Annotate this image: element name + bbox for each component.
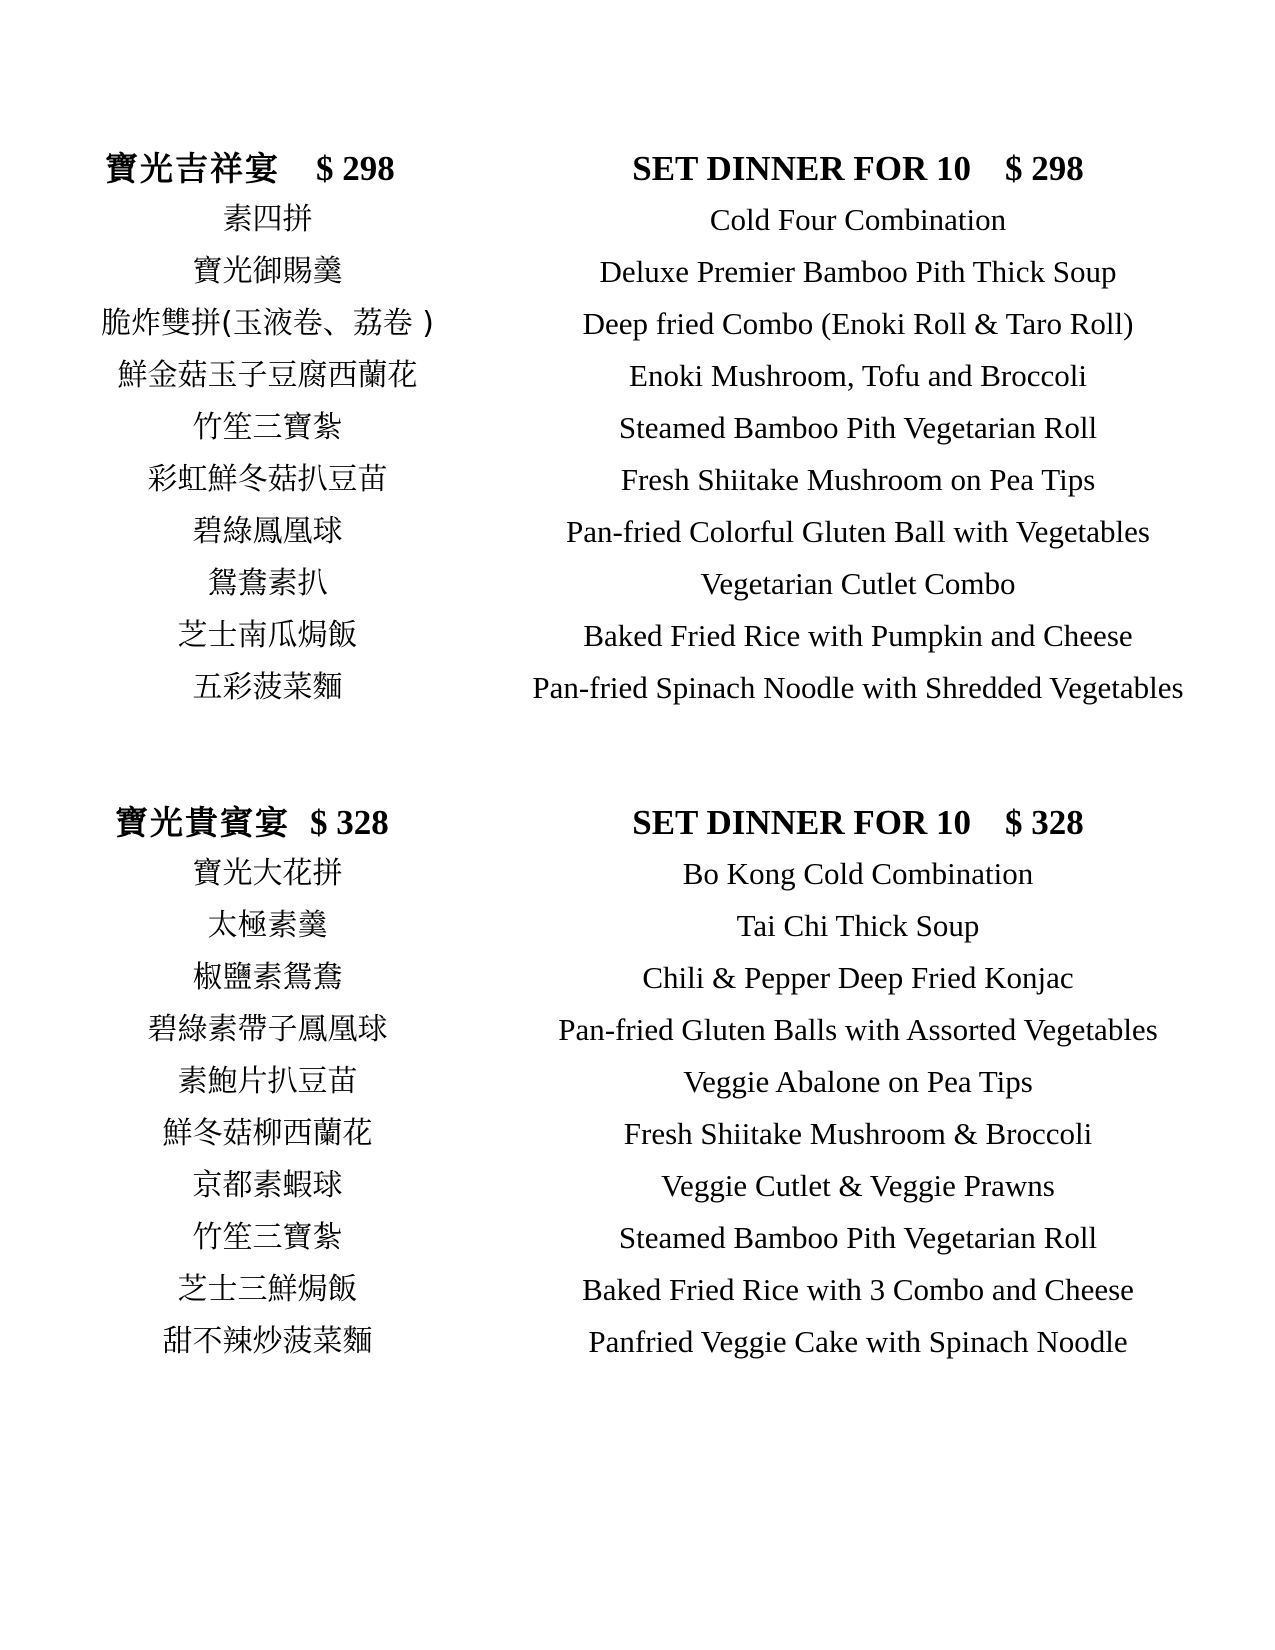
set-heading-row bbox=[0, 802, 1275, 852]
dish-name-chinese: 竹笙三寶紮 bbox=[192, 1220, 343, 1255]
dish-name-chinese: 芝士南瓜焗飯 bbox=[177, 618, 358, 653]
set-title-chinese-text: 寶光吉祥宴 bbox=[105, 149, 280, 188]
dish-name-english: Pan-fried Spinach Noodle with Shredded Vegetables bbox=[532, 670, 1184, 705]
dish-name-chinese: 碧綠素帶子鳳凰球 bbox=[147, 1012, 388, 1047]
dish-row bbox=[0, 1164, 1275, 1216]
dish-name-chinese: 彩虹鮮冬菇扒豆苗 bbox=[147, 462, 388, 497]
dish-name-english: Steamed Bamboo Pith Vegetarian Roll bbox=[618, 1220, 1098, 1255]
set-menu-section bbox=[0, 802, 1275, 1372]
dish-list bbox=[0, 852, 1275, 1372]
dish-name-chinese: 寶光御賜羹 bbox=[192, 254, 343, 289]
dish-name-chinese: 芝士三鮮焗飯 bbox=[177, 1272, 358, 1307]
dish-name-english: Fresh Shiitake Mushroom & Broccoli bbox=[623, 1116, 1093, 1151]
dish-name-english: Steamed Bamboo Pith Vegetarian Roll bbox=[618, 410, 1098, 445]
dish-row bbox=[0, 354, 1275, 406]
dish-name-english: Veggie Abalone on Pea Tips bbox=[683, 1064, 1033, 1099]
dish-row bbox=[0, 1320, 1275, 1372]
dish-row bbox=[0, 614, 1275, 666]
set-heading-row bbox=[0, 148, 1275, 198]
dish-row bbox=[0, 1060, 1275, 1112]
dish-row bbox=[0, 1268, 1275, 1320]
dish-name-chinese: 寶光大花拼 bbox=[192, 856, 343, 891]
dish-name-chinese: 碧綠鳳凰球 bbox=[192, 514, 343, 549]
dish-name-chinese: 素鮑片扒豆苗 bbox=[177, 1064, 358, 1099]
dish-row bbox=[0, 1112, 1275, 1164]
set-title-english bbox=[518, 802, 1198, 844]
set-price-chinese: $ 298 bbox=[316, 149, 395, 188]
dish-row bbox=[0, 510, 1275, 562]
dish-row bbox=[0, 562, 1275, 614]
set-price-english: $ 328 bbox=[1004, 803, 1084, 842]
set-price-chinese: $ 328 bbox=[310, 803, 389, 842]
dish-row bbox=[0, 1008, 1275, 1060]
set-price-english: $ 298 bbox=[1004, 149, 1084, 188]
set-title-chinese-text: 寶光貴賓宴 bbox=[115, 803, 290, 842]
set-title-english-text: SET DINNER FOR 10 bbox=[632, 149, 971, 188]
dish-row bbox=[0, 956, 1275, 1008]
dish-name-english: Tai Chi Thick Soup bbox=[736, 908, 980, 943]
dish-name-chinese: 竹笙三寶紮 bbox=[192, 410, 343, 445]
dish-name-english: Vegetarian Cutlet Combo bbox=[700, 566, 1016, 601]
dish-name-chinese: 椒鹽素鴛鴦 bbox=[192, 960, 343, 995]
dish-name-english: Fresh Shiitake Mushroom on Pea Tips bbox=[620, 462, 1096, 497]
dish-row bbox=[0, 198, 1275, 250]
dish-row bbox=[0, 852, 1275, 904]
dish-name-english: Pan-fried Colorful Gluten Ball with Vegetables bbox=[565, 514, 1150, 549]
dish-name-english: Pan-fried Gluten Balls with Assorted Vegetables bbox=[558, 1012, 1158, 1047]
dish-row bbox=[0, 666, 1275, 718]
dish-name-english: Deluxe Premier Bamboo Pith Thick Soup bbox=[599, 254, 1117, 289]
dish-name-chinese: 五彩菠菜麵 bbox=[192, 670, 343, 705]
dish-row bbox=[0, 250, 1275, 302]
dish-row bbox=[0, 904, 1275, 956]
dish-name-chinese: 京都素蝦球 bbox=[192, 1168, 343, 1203]
dish-name-english: Baked Fried Rice with 3 Combo and Cheese bbox=[582, 1272, 1134, 1307]
dish-name-chinese: 鮮金菇玉子豆腐西蘭花 bbox=[117, 358, 418, 393]
dish-name-english: Chili & Pepper Deep Fried Konjac bbox=[642, 960, 1074, 995]
dish-name-english: Enoki Mushroom, Tofu and Broccoli bbox=[629, 358, 1087, 393]
dish-list bbox=[0, 198, 1275, 718]
dish-name-chinese: 太極素羹 bbox=[207, 908, 328, 943]
set-title-chinese bbox=[105, 148, 395, 190]
dish-name-english: Veggie Cutlet & Veggie Prawns bbox=[661, 1168, 1055, 1203]
dish-row bbox=[0, 1216, 1275, 1268]
dish-name-chinese: 脆炸雙拼(玉液卷、荔卷 ) bbox=[101, 306, 434, 341]
dish-row bbox=[0, 458, 1275, 510]
dish-name-english: Baked Fried Rice with Pumpkin and Cheese bbox=[583, 618, 1133, 653]
set-title-chinese bbox=[115, 802, 389, 844]
set-title-english-text: SET DINNER FOR 10 bbox=[632, 803, 971, 842]
dish-name-chinese: 鮮冬菇柳西蘭花 bbox=[162, 1116, 373, 1151]
dish-row bbox=[0, 302, 1275, 354]
dish-name-english: Deep fried Combo (Enoki Roll & Taro Roll) bbox=[582, 306, 1134, 341]
dish-name-english: Bo Kong Cold Combination bbox=[682, 856, 1034, 891]
dish-name-english: Cold Four Combination bbox=[709, 202, 1007, 237]
dish-row bbox=[0, 406, 1275, 458]
dish-name-chinese: 素四拼 bbox=[222, 202, 313, 237]
dish-name-chinese: 甜不辣炒菠菜麵 bbox=[162, 1324, 373, 1359]
dish-name-chinese: 鴛鴦素扒 bbox=[207, 566, 328, 601]
set-menu-section bbox=[0, 148, 1275, 718]
dish-name-english: Panfried Veggie Cake with Spinach Noodle bbox=[588, 1324, 1128, 1359]
set-title-english bbox=[518, 148, 1198, 190]
